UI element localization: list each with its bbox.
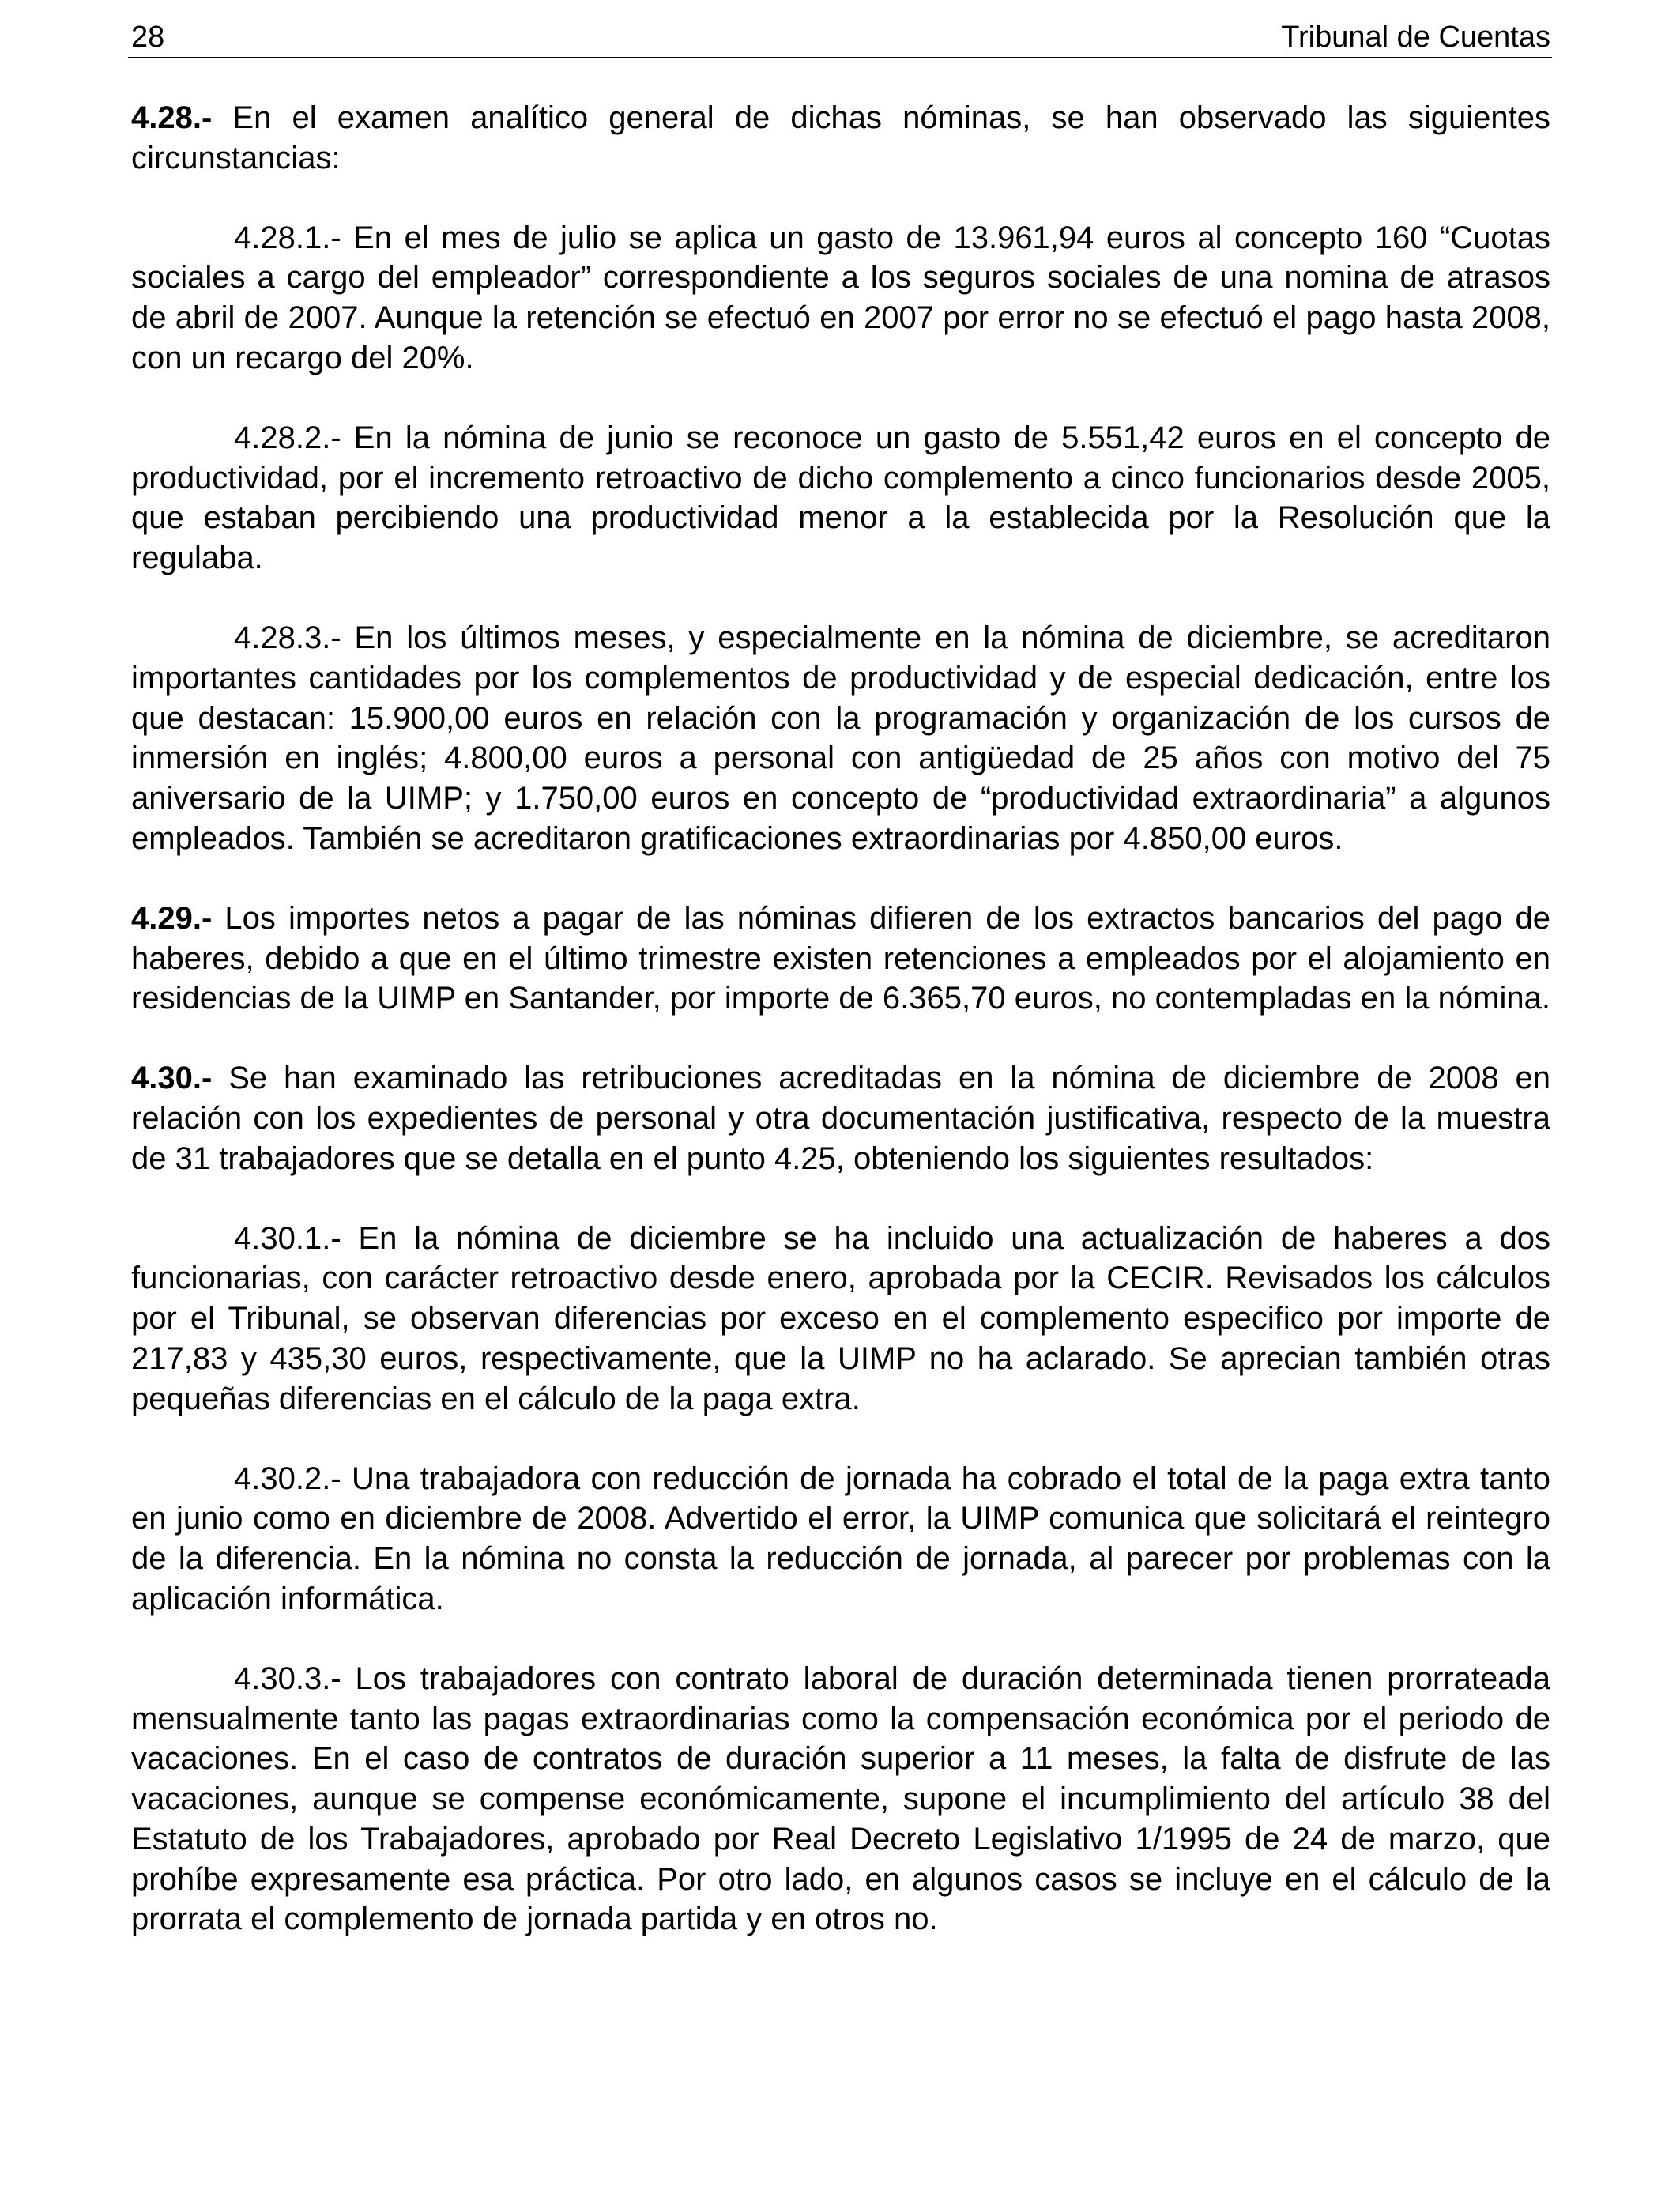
paragraph-text: En la nómina de diciembre se ha incluido una actualización de haberes a dos funcionarias, con carácter retroactivo desde enero, aprobada por la CECIR. Revisados los cálculos por el Tribunal, se observan diferencias por exceso en el complemento especifico por importe de 217,83 y 435,30 euros, respectivamente, que la UIMP no ha aclarado. Se aprecian también otras pequeñas diferencias en el cálculo de la paga extra. <box>131 1220 1550 1416</box>
paragraph-4-30 <box>131 1058 1550 1178</box>
paragraph-text: En el examen analítico general de dichas nóminas, se han observado las siguientes circunstancias: <box>131 100 1550 175</box>
paragraph-number: 4.28.3.- <box>234 620 341 655</box>
page-header <box>128 17 1552 58</box>
paragraph-4-28-1 <box>131 218 1550 379</box>
paragraph-number: 4.28.1.- <box>234 220 341 255</box>
paragraph-text: Se han examinado las retribuciones acreditadas en la nómina de diciembre de 2008 en relación con los expedientes de personal y otra documentación justificativa, respecto de la muestra de 31 trabajadores que se detalla en el punto 4.25, obteniendo los siguientes resultados: <box>131 1061 1550 1176</box>
paragraph-text: En los últimos meses, y especialmente en la nómina de diciembre, se acreditaron importantes cantidades por los complementos de productividad y de especial dedicación, entre los que destacan: 15.900,00 euros en relación con la programación y organización de los cursos de inmersión en inglés; 4.800,00 euros a personal con antigüedad de 25 años con motivo del 75 aniversario de la UIMP; y 1.750,00 euros en concepto de “productividad extraordinaria” a algunos empleados. También se acreditaron gratificaciones extraordinarias por 4.850,00 euros. <box>131 620 1550 856</box>
paragraph-number: 4.30.3.- <box>234 1661 341 1696</box>
paragraph-number: 4.30.2.- <box>234 1461 341 1496</box>
paragraph-4-29 <box>131 899 1550 1019</box>
paragraph-number: 4.28.- <box>131 100 213 135</box>
paragraph-text: Los trabajadores con contrato laboral de duración determinada tienen prorrateada mensualmente tanto las pagas extraordinarias como la compensación económica por el periodo de vacaciones. En el caso de contratos de duración superior a 11 meses, la falta de disfrute de las vacaciones, aunque se compense económicamente, supone el incumplimiento del artículo 38 del Estatuto de los Trabajadores, aprobado por Real Decreto Legislativo 1/1995 de 24 de marzo, que prohíbe expresamente esa práctica. Por otro lado, en algunos casos se incluye en el cálculo de la prorrata el complemento de jornada partida y en otros no. <box>131 1661 1550 1937</box>
paragraph-4-28-3 <box>131 618 1550 859</box>
paragraph-4-28 <box>131 98 1550 179</box>
document-body <box>131 98 1550 1940</box>
paragraph-text: En el mes de julio se aplica un gasto de 13.961,94 euros al concepto 160 “Cuotas sociales a cargo del empleador” correspondiente a los seguros sociales de una nomina de atrasos de abril de 2007. Aunque la retención se efectuó en 2007 por error no se efectuó el pago hasta 2008, con un recargo del 20%. <box>131 220 1550 375</box>
paragraph-text: Los importes netos a pagar de las nóminas difieren de los extractos bancarios del pago de haberes, debido a que en el último trimestre existen retenciones a empleados por el alojamiento en residencias de la UIMP en Santander, por importe de 6.365,70 euros, no contempladas en la nómina. <box>131 900 1550 1016</box>
paragraph-4-30-3 <box>131 1659 1550 1940</box>
paragraph-text: En la nómina de junio se reconoce un gasto de 5.551,42 euros en el concepto de productividad, por el incremento retroactivo de dicho complemento a cinco funcionarios desde 2005, que estaban percibiendo una productividad menor a la establecida por la Resolución que la regulaba. <box>131 420 1550 576</box>
paragraph-number: 4.28.2.- <box>234 420 341 455</box>
page-number: 28 <box>131 21 165 54</box>
paragraph-4-30-2 <box>131 1459 1550 1619</box>
paragraph-4-28-2 <box>131 418 1550 579</box>
paragraph-number: 4.29.- <box>131 900 213 936</box>
running-title: Tribunal de Cuentas <box>1281 21 1550 54</box>
paragraph-text: Una trabajadora con reducción de jornada ha cobrado el total de la paga extra tanto en junio como en diciembre de 2008. Advertido el error, la UIMP comunica que solicitará el reintegro de la diferencia. En la nómina no consta la reducción de jornada, al parecer por problemas con la aplicación informática. <box>131 1461 1550 1616</box>
paragraph-number: 4.30.1.- <box>234 1220 341 1256</box>
paragraph-number: 4.30.- <box>131 1061 213 1096</box>
paragraph-4-30-1 <box>131 1219 1550 1419</box>
